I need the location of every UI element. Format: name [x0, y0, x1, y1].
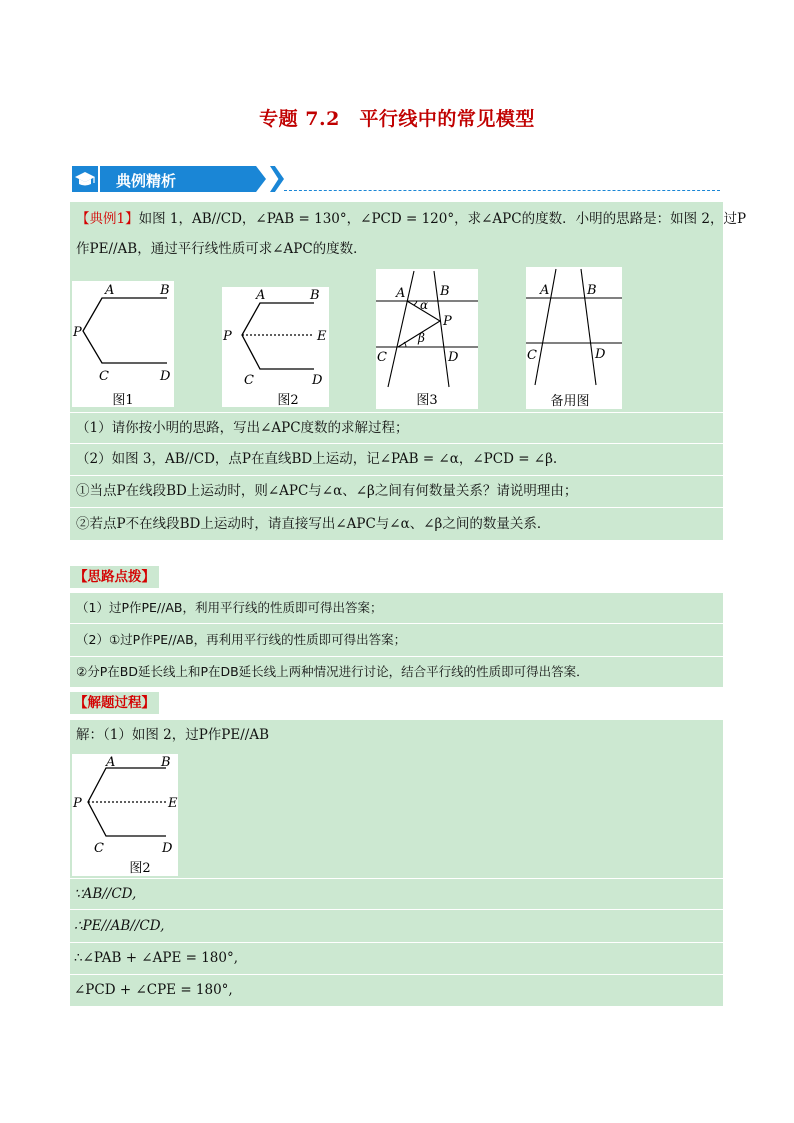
chevron-right-icon	[270, 166, 284, 192]
figure-2	[222, 287, 329, 407]
question-2b: ②若点P不在线段BD上运动时，请直接写出∠APC与∠α、∠β之间的数量关系．	[76, 516, 551, 532]
question-2a: ①当点P在线段BD上运动时，则∠APC与∠α、∠β之间有何数量关系？请说明理由；	[76, 483, 578, 499]
fig2-label-e: E	[317, 329, 327, 344]
fig2-label-c: C	[244, 373, 254, 388]
solution-line-1: 解：（1）如图 2，过P作PE//AB	[76, 727, 270, 743]
fig2-label-b: B	[310, 288, 320, 303]
example-line-1: 如图 1，AB//CD，∠PAB = 130°，∠PCD = 120°，求∠APC的度数．小明的思路是：如图 2，过P	[138, 211, 747, 227]
fig1-label-p: P	[73, 325, 82, 340]
fig2-caption: 图2	[277, 393, 299, 407]
fig5-label-p: P	[73, 796, 82, 811]
fig3-label-a: A	[396, 286, 406, 301]
fig1-label-b: B	[160, 283, 170, 298]
page-title: 专题 7.2 平行线中的常见模型	[259, 108, 535, 130]
solution-step-4-row	[70, 975, 723, 1006]
fig4-label-d: D	[595, 347, 606, 362]
fig3-label-beta: β	[418, 331, 425, 345]
question-2-row	[70, 444, 723, 475]
fig4-label-b: B	[587, 283, 597, 298]
hint-tag: 【思路点拨】	[70, 566, 159, 588]
example-text-block	[70, 202, 747, 266]
fig5-label-a: A	[106, 755, 116, 770]
graduation-cap-icon	[72, 166, 98, 192]
solution-tag: 【解题过程】	[70, 692, 159, 714]
solution-step-3-row	[70, 943, 723, 974]
fig5-label-c: C	[94, 841, 104, 856]
figure-1	[72, 281, 174, 407]
figure-3	[376, 269, 478, 409]
hint-line-2-row	[70, 624, 723, 656]
fig2-label-a: A	[256, 288, 266, 303]
figures-row	[70, 266, 723, 412]
solution-step-1-row	[70, 879, 723, 909]
question-2: （2）如图 3，AB//CD，点P在直线BD上运动，记∠PAB = ∠α，∠PCD = ∠β.	[76, 451, 558, 467]
fig3-label-p: P	[443, 314, 452, 329]
section-banner	[72, 164, 720, 194]
fig3-label-alpha: α	[420, 298, 429, 312]
fig2-label-p: P	[223, 329, 232, 344]
solution-block	[70, 720, 723, 878]
fig4-label-c: C	[527, 348, 537, 363]
question-1-row	[70, 413, 723, 443]
solution-step-4: ∠PCD + ∠CPE = 180°,	[74, 982, 233, 998]
example-line-2: 作PE//AB，通过平行线性质可求∠APC的度数．	[76, 241, 367, 257]
section-label: 典例精析	[116, 172, 177, 190]
fig1-label-a: A	[105, 283, 115, 298]
fig1-caption: 图1	[112, 393, 134, 407]
question-2a-row	[70, 476, 723, 507]
question-2b-row	[70, 508, 723, 540]
fig4-label-a: A	[540, 283, 550, 298]
fig3-caption: 图3	[416, 393, 438, 408]
hint-line-2: （2）①过P作PE//AB，再利用平行线的性质即可得出答案；	[76, 632, 407, 647]
example-tag: 【典例1】	[76, 211, 139, 227]
fig5-caption: 图2	[129, 861, 151, 876]
fig3-label-c: C	[377, 350, 387, 365]
hint-line-3: ②分P在BD延长线上和P在DB延长线上两种情况进行讨论，结合平行线的性质即可得出答案．	[76, 664, 589, 679]
fig1-label-c: C	[99, 369, 109, 384]
hint-line-1-row	[70, 593, 723, 623]
solution-step-2-row	[70, 910, 723, 942]
fig3-label-d: D	[448, 350, 459, 365]
fig5-label-b: B	[161, 755, 171, 770]
fig5-label-d: D	[162, 841, 173, 856]
solution-step-1: ∵AB//CD,	[74, 886, 137, 902]
question-1: （1）请你按小明的思路，写出∠APC度数的求解过程；	[76, 420, 409, 436]
dashed-divider	[284, 190, 720, 191]
fig2-label-d: D	[312, 373, 323, 388]
solution-step-3: ∴∠PAB + ∠APE = 180°,	[74, 950, 239, 966]
fig1-label-d: D	[160, 369, 171, 384]
solution-step-2: ∴PE//AB//CD,	[74, 918, 165, 934]
fig5-label-e: E	[168, 796, 178, 811]
figure-spare	[526, 267, 622, 409]
fig3-label-b: B	[440, 284, 450, 299]
hint-line-3-row	[70, 657, 723, 687]
hint-line-1: （1）过P作PE//AB，利用平行线的性质即可得出答案；	[76, 600, 383, 615]
solution-figure	[72, 754, 178, 876]
fig4-caption: 备用图	[550, 394, 590, 409]
